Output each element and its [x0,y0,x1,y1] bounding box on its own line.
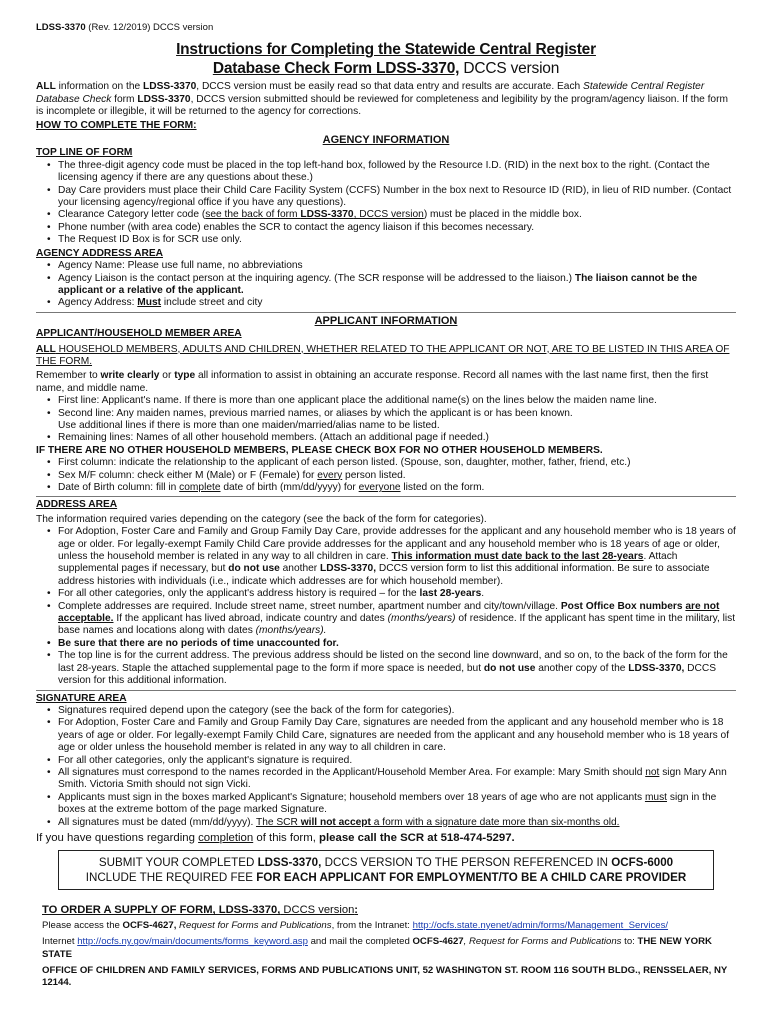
submit-instructions-box: SUBMIT YOUR COMPLETED LDSS-3370, DCCS VERSION TO THE PERSON REFERENCED IN OCFS-6000 INCLUDE THE REQUIRED FEE FOR EACH APPLICANT FOR EMPLOYMENT/TO BE A CHILD CARE PROVIDER [58,850,714,890]
order-supply-section [36,904,736,989]
no-other-members-note: IF THERE ARE NO OTHER HOUSEHOLD MEMBERS, PLEASE CHECK BOX FOR NO OTHER HOUSEHOLD MEMBERS. [36,444,603,456]
order-line-1: Please access the OCFS-4627, Request for Forms and Publications, from the Intranet: http://ocfs.state.nyenet/admin/forms/Management_Services/ [42,919,669,931]
internet-link[interactable]: http://ocfs.ny.gov/main/documents/forms_keyword.asp [77,936,308,948]
list-item: • The Request ID Box is for SCR use only. [48,234,736,246]
household-all-members: ALL HOUSEHOLD MEMBERS, ADULTS AND CHILDREN, WHETHER RELATED TO THE APPLICANT OR NOT, ARE TO BE LISTED IN THIS AREA OF THE FORM. [36,343,730,367]
list-item: • First column: indicate the relationship to the applicant of each person listed. (Spouse, son, daughter, mother, father, friend, etc.) [48,457,736,469]
agency-address-heading: AGENCY ADDRESS AREA [36,247,163,259]
list-item: • Clearance Category letter code (see the back of form LDSS-3370, DCCS version) must be placed in the middle box. [48,209,736,221]
intranet-link[interactable]: http://ocfs.state.nyenet/admin/forms/Management_Services/ [412,919,669,931]
intro-form: LDSS-3370 [143,81,197,93]
list-item: • Phone number (with area code) enables the SCR to contact the agency liaison if this becomes necessary. [48,222,736,234]
list-item: • Second line: Any maiden names, previous married names, or aliases by which the applicant is or has been known. Use additional lines if there is more than one maiden/married/alias name to be listed. [48,408,736,433]
divider [36,496,736,497]
top-line-heading: TOP LINE OF FORM [36,147,133,159]
form-id: LDSS-3370 [36,22,86,33]
intro-form-2: LDSS-3370 [137,93,191,105]
intro-all: ALL [36,81,56,93]
list-item: • Be sure that there are no periods of time unaccounted for. [48,638,736,650]
title-line-2b: LDSS-3370, [375,60,460,78]
intro-text-2: , DCCS version must be easily read so that data entry and results are accurate. Each [196,81,584,93]
list-item: • For all other categories, only the applicant's signature is required. [48,755,736,767]
form-revision: (Rev. 12/2019) DCCS version [88,22,214,33]
order-line-2: Internet http://ocfs.ny.gov/main/documents/forms_keyword.asp and mail the completed OCFS-4627, Request for Forms and Publications to: THE NEW YORK STATE [42,936,712,960]
list-item: • Remaining lines: Names of all other household members. (Attach an additional page if needed.) [48,432,736,444]
title-line-2a: Database Check Form [212,60,376,78]
list-item: • For Adoption, Foster Care and Family and Group Family Day Care, provide addresses for the applicant and any household member who is 18 years of age or older. For legally-exempt Family Child Care provide addresses for the applicant and any household member who is 18 years of age or older, unless the household member is related in any way to all children in care. This information must date back to the last 28-years. Attach supplemental pages if necessary, but do not use another LDSS-3370, DCCS version form to list this additional information. Be sure to associate address histories with individuals (i.e., indicate which addresses are for which household member). [48,526,736,588]
list-item: • For all other categories, only the applicant's address history is required – for the last 28-years. [48,588,736,600]
list-item: • All signatures must correspond to the names recorded in the Applicant/Household Member Area. For example: Mary Smith should not sign Mary Ann Smith. Victoria Smith should not sign Vicki. [48,767,736,792]
list-item: • Agency Name: Please use full name, no abbreviations [48,260,736,272]
address-heading: ADDRESS AREA [36,499,118,511]
household-heading: APPLICANT/HOUSEHOLD MEMBER AREA [36,328,242,340]
document-page [36,22,736,990]
applicant-information-heading: APPLICANT INFORMATION [314,314,458,327]
signature-list [36,705,736,829]
signature-heading: SIGNATURE AREA [36,692,127,704]
household-columns-list [36,457,736,494]
list-item: • Agency Liaison is the contact person at the inquiring agency. (The SCR response will be addressed to the liaison.) The liaison cannot be the applicant or a relative of the applicant. [48,273,736,298]
list-item: • Date of Birth column: fill in complete date of birth (mm/dd/yyyy) for everyone listed on the form. [48,482,736,494]
household-remember: Remember to write clearly or type all information to assist in obtaining an accurate response. Record all names with the last name first, then the first name, and middle name. [36,370,709,394]
intro-text-1: information on the [58,81,144,93]
intro-text-5: , DCCS version submitted should be reviewed for completeness and legibility by the program/agency liaison. If the form is incomplete or illegible, it will be returned to the agency for corrections. [36,93,728,118]
address-list [36,526,736,687]
form-id-line [36,22,736,34]
questions-call-line: If you have questions regarding completion of this form, please call the SCR at 518-474-5297. [36,831,515,844]
how-to-heading: HOW TO COMPLETE THE FORM: [36,119,197,131]
address-intro: The information required varies depending on the category (see the back of the form for categories). [36,513,487,525]
intro-text-3: Statewide Central Register Database Check [36,81,705,105]
list-item: • The top line is for the current address. The previous address should be listed on the second line downward, and so on, to the back of the form for the last 28-years. Staple the attached supplemental page to the form if more space is needed, but do not use another copy of the LDSS-3370, DCCS version for this additional information. [48,650,736,687]
intro-text-4: form [111,93,138,105]
list-item: • Applicants must sign in the boxes marked Applicant's Signature; household members over 18 years of age who are not applicants must sign in the boxes at the extreme bottom of the page marked Signature. [48,792,736,817]
list-item: • All signatures must be dated (mm/dd/yyyy). The SCR will not accept a form with a signature date more than six-months old. [48,817,736,829]
list-item: • Complete addresses are required. Include street name, street number, apartment number and city/town/village. Post Office Box numbers are not acceptable. If the applicant has lived abroad, indicate country and dates (months/years) of residence. If the applicant has spent time in the military, list base names and locations along with dates (months/years). [48,601,736,638]
list-item: • Signatures required depend upon the category (see the back of the form for categories). [48,705,736,717]
document-title [36,40,736,78]
divider [36,312,736,313]
agency-address-list [36,260,736,310]
order-address: OFFICE OF CHILDREN AND FAMILY SERVICES, FORMS AND PUBLICATIONS UNIT, 52 WASHINGTON ST. ROOM 116 SOUTH BLDG., RENSSELAER, NY 12144. [42,965,728,989]
intro-paragraph [36,81,736,118]
list-item: • First line: Applicant's name. If there is more than one applicant place the additional name(s) on the lines below the maiden name line. [48,395,736,407]
title-line-1: Instructions for Completing the Statewide Central Register [176,41,596,59]
list-item: • Day Care providers must place their Child Care Facility System (CCFS) Number in the box next to Resource ID (RID), in lieu of RID number. (Contact your licensing agency/regional office if you have any questions). [48,185,736,210]
divider [36,690,736,691]
agency-information-heading: AGENCY INFORMATION [322,134,450,147]
list-item: • Agency Address: Must include street and city [48,297,736,309]
order-heading: TO ORDER A SUPPLY OF FORM, LDSS-3370, DCCS version: [42,904,359,917]
list-item: • Sex M/F column: check either M (Male) or F (Female) for every person listed. [48,470,736,482]
list-item: • For Adoption, Foster Care and Family and Group Family Day Care, signatures are needed from the applicant and any household member who is 18 years of age or older. For legally-exempt Family Child Care, signatures are needed from the applicant and any household member who is 18 years of age or older unless the household member is related in any way to all children in care. [48,717,736,754]
title-line-2c: DCCS version [459,60,560,78]
household-list [36,395,736,445]
top-line-list [36,160,736,247]
list-item: • The three-digit agency code must be placed in the top left-hand box, followed by the Resource I.D. (RID) in the next box to the right. (Contact the licensing agency if there are any questions about these.) [48,160,736,185]
